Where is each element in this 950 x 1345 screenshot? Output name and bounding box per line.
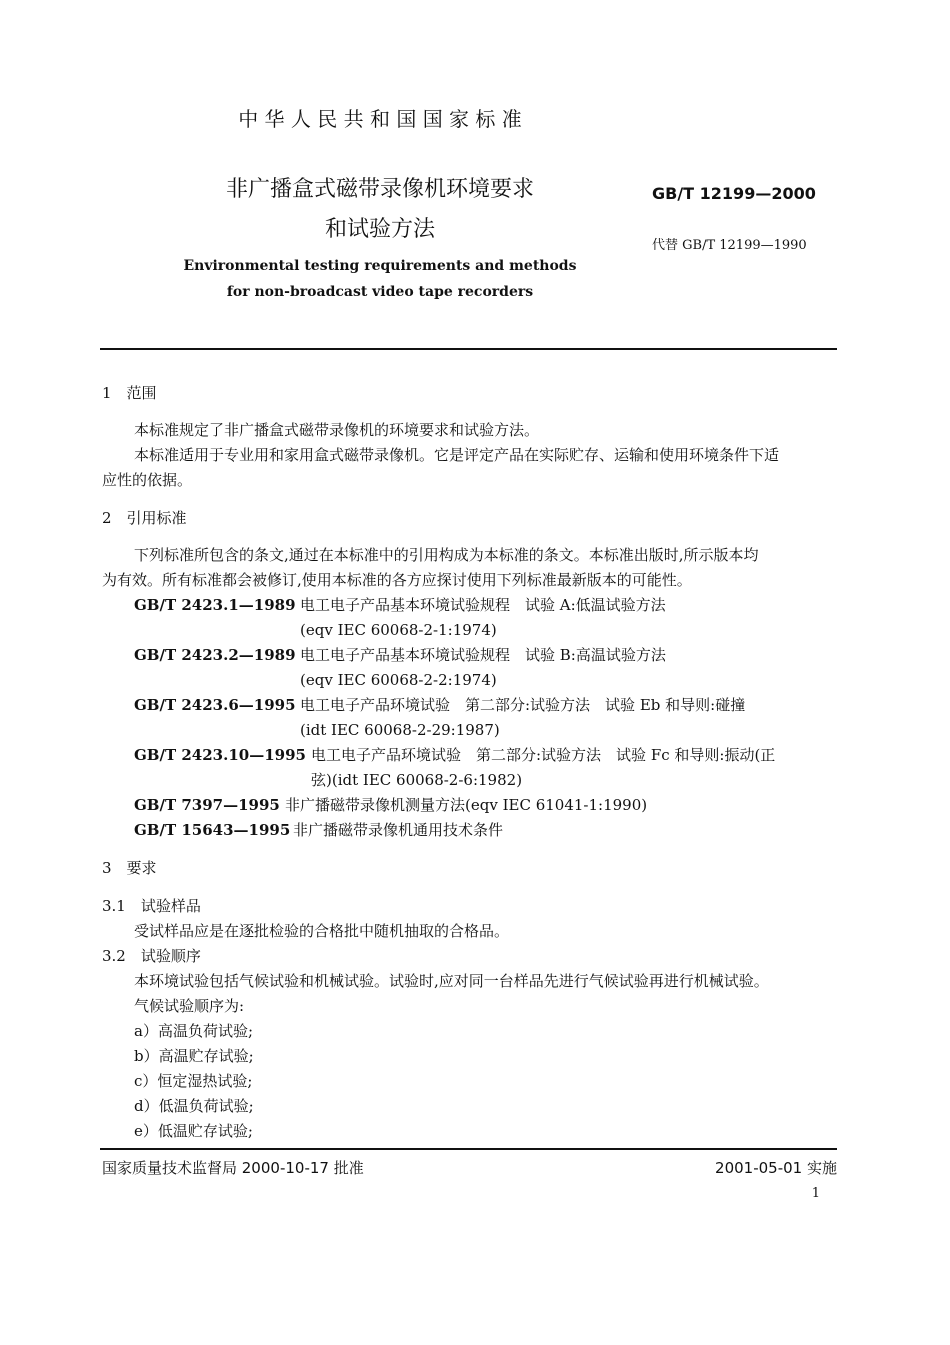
header-divider — [100, 348, 837, 350]
ref-code: GB/T 2423.2—1989 — [134, 646, 296, 664]
ref-code: GB/T 2423.6—1995 — [134, 696, 296, 714]
section-3-2-text-line1: 本环境试验包括气候试验和机械试验。试验时,应对同一台样品先进行气候试验再进行机械试验。 — [134, 972, 769, 990]
section-3-1-heading: 3.1 试验样品 — [102, 897, 201, 915]
list-item: c）恒定湿热试验; — [134, 1072, 253, 1090]
ref-title-cont: (eqv IEC 60068-2-2:1974) — [300, 671, 497, 689]
ref-title: 电工电子产品基本环境试验规程 试验 B:高温试验方法 — [300, 646, 666, 664]
implementation-date: 2001-05-01 实施 — [715, 1159, 837, 1177]
section-1-para-2-line1: 本标准适用于专业用和家用盒式磁带录像机。它是评定产品在实际贮存、运输和使用环境条件下适 — [134, 446, 780, 464]
standard-number: GB/T 12199—2000 — [652, 184, 816, 203]
ref-title: 电工电子产品基本环境试验规程 试验 A:低温试验方法 — [300, 596, 666, 614]
section-1-para-2-line2: 应性的依据。 — [102, 471, 193, 489]
footer-divider — [100, 1148, 837, 1150]
section-3-2-text-line2: 气候试验顺序为: — [134, 997, 245, 1015]
ref-title: 电工电子产品环境试验 第二部分:试验方法 试验 Eb 和导则:碰撞 — [300, 696, 746, 714]
section-1-para-1: 本标准规定了非广播盒式磁带录像机的环境要求和试验方法。 — [134, 421, 540, 439]
ref-code: GB/T 15643—1995 — [134, 821, 291, 839]
section-2-para-line2: 为有效。所有标准都会被修订,使用本标准的各方应探讨使用下列标准最新版本的可能性。 — [102, 571, 692, 589]
section-2-para-line1: 下列标准所包含的条文,通过在本标准中的引用构成为本标准的条文。本标准出版时,所示版本均 — [134, 546, 759, 564]
list-item: a）高温负荷试验; — [134, 1022, 253, 1040]
ref-title: 非广播磁带录像机测量方法(eqv IEC 61041-1:1990) — [285, 796, 648, 814]
section-2-heading: 2 引用标准 — [102, 509, 187, 527]
ref-title-cont: (idt IEC 60068-2-29:1987) — [300, 721, 500, 739]
section-3-2-heading: 3.2 试验顺序 — [102, 947, 201, 965]
ref-title: 非广播磁带录像机通用技术条件 — [293, 821, 504, 839]
standard-org: 中 华 人 民 共 和 国 国 家 标 准 — [238, 107, 522, 131]
ref-title-cont: (eqv IEC 60068-2-1:1974) — [300, 621, 497, 639]
title-cn-line1: 非广播盒式磁带录像机环境要求 — [225, 177, 534, 202]
ref-title-cont: 弦)(idt IEC 60068-2-6:1982) — [311, 771, 523, 789]
list-item: b）高温贮存试验; — [134, 1047, 254, 1065]
list-item: e）低温贮存试验; — [134, 1122, 253, 1140]
list-item: d）低温负荷试验; — [134, 1097, 254, 1115]
title-cn-line2: 和试验方法 — [324, 217, 435, 242]
section-1-heading: 1 范围 — [102, 384, 157, 402]
ref-code: GB/T 2423.10—1995 — [134, 746, 306, 764]
ref-title: 电工电子产品环境试验 第二部分:试验方法 试验 Fc 和导则:振动(正 — [311, 746, 776, 764]
section-3-heading: 3 要求 — [102, 859, 157, 877]
title-en-line1: Environmental testing requirements and methods — [183, 258, 577, 274]
ref-code: GB/T 7397—1995 — [134, 796, 280, 814]
title-en-line2: for non-broadcast video tape recorders — [226, 284, 534, 300]
ref-code: GB/T 2423.1—1989 — [134, 596, 296, 614]
section-3-1-text: 受试样品应是在逐批检验的合格批中随机抽取的合格品。 — [134, 922, 510, 940]
page-number: 1 — [811, 1186, 820, 1201]
replaces-standard: 代替 GB/T 12199—1990 — [652, 238, 807, 253]
approval-line: 国家质量技术监督局 2000-10-17 批准 — [102, 1159, 364, 1177]
